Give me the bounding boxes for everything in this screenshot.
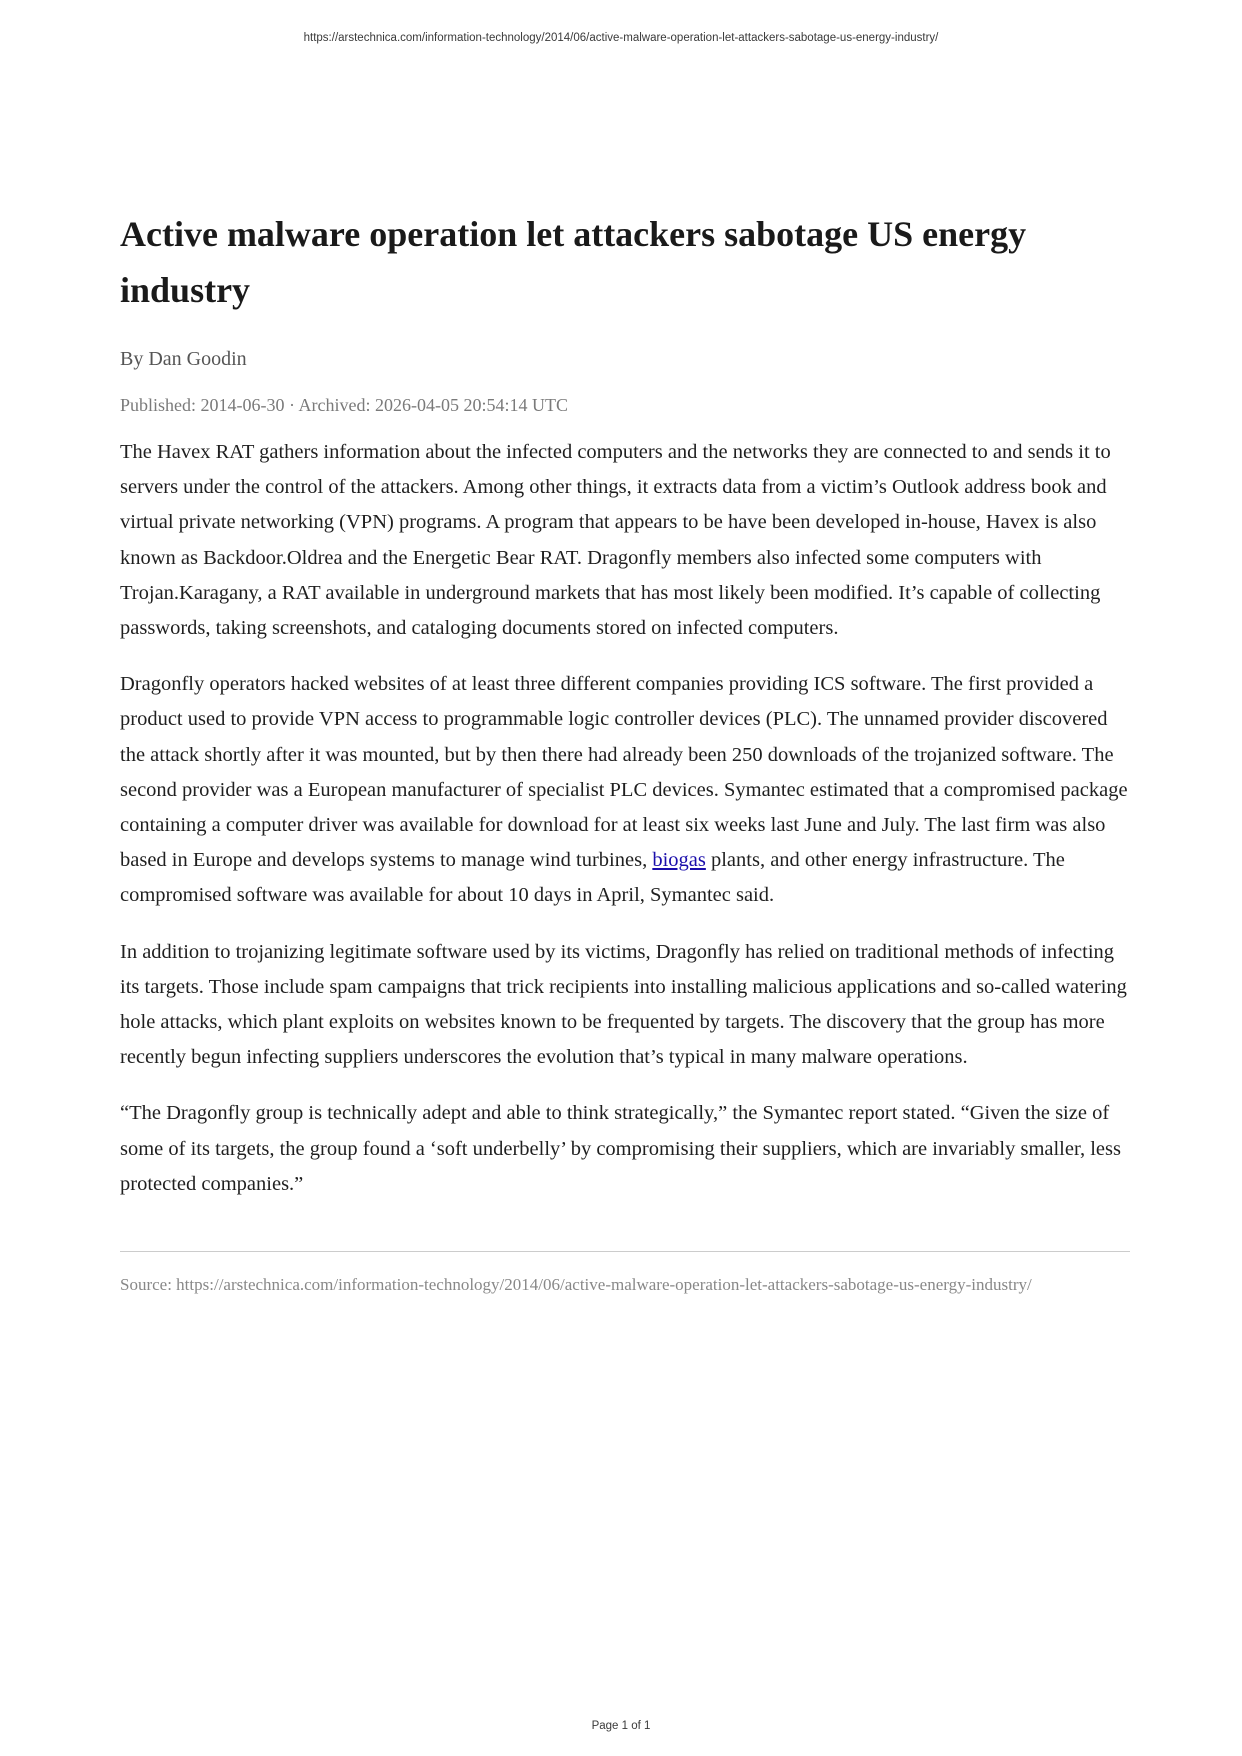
paragraph-text: plants, and other energy infrastructure. The compromised software was available for about 10 days in April, Symantec said. [120,849,1065,907]
article-byline: By Dan Goodin [120,348,247,370]
article-title: Active malware operation let attackers sabotage US energy industry [120,214,1027,310]
article-paragraph: The Havex RAT gathers information about the infected computers and the networks they are connected to and sends it to servers under the control of the attackers. Among other things, it extracts data from a victim’s Outlook address book and virtual private networking (VPN) programs. A program that appears to be have been developed in-house, Havex is also known as Backdoor.Oldrea and the Energetic Bear RAT. Dragonfly members also infected some computers with Trojan.Karagany, a RAT available in underground markets that has most likely been modified. It’s capable of collecting passwords, taking screenshots, and cataloging documents stored on infected computers. [120,441,1111,640]
article-meta: Published: 2014-06-30 · Archived: 2026-04-05 20:54:14 UTC [120,395,568,415]
page-header-url: https://arstechnica.com/information-technology/2014/06/active-malware-operation-let-attackers-sabotage-us-energy-industry/ [303,32,939,44]
paragraph-text: Dragonfly operators hacked websites of at least three different companies providing ICS software. The first provided a product used to provide VPN access to programmable logic controller devices (PLC). The unnamed provider discovered the attack shortly after it was mounted, but by then there had already been 250 downloads of the trojanized software. The second provider was a European manufacturer of specialist PLC devices. Symantec estimated that a compromised package containing a computer driver was available for download for at least six weeks last June and July. The last firm was also based in Europe and develops systems to manage wind turbines, [120,673,1128,872]
article-paragraph: In addition to trojanizing legitimate software used by its victims, Dragonfly has relied on traditional methods of infecting its targets. Those include spam campaigns that trick recipients into installing malicious applications and so-called watering hole attacks, which plant exploits on websites known to be frequented by targets. The discovery that the group has more recently begun infecting suppliers underscores the evolution that’s typical in many malware operations. [120,940,1127,1069]
article-paragraph [120,667,1130,913]
article-paragraph: “The Dragonfly group is technically adept and able to think strategically,” the Symantec report stated. “Given the size of some of its targets, the group found a ‘soft underbelly’ by compromising their suppliers, which are invariably smaller, less protected companies.” [120,1102,1121,1195]
article-source: Source: https://arstechnica.com/information-technology/2014/06/active-malware-operation-let-attackers-sabotage-us-energy-industry/ [120,1275,1032,1295]
article [120,206,1130,1296]
biogas-link[interactable]: biogas [652,849,706,872]
page-number: Page 1 of 1 [591,1720,651,1732]
source-divider [120,1251,1130,1252]
